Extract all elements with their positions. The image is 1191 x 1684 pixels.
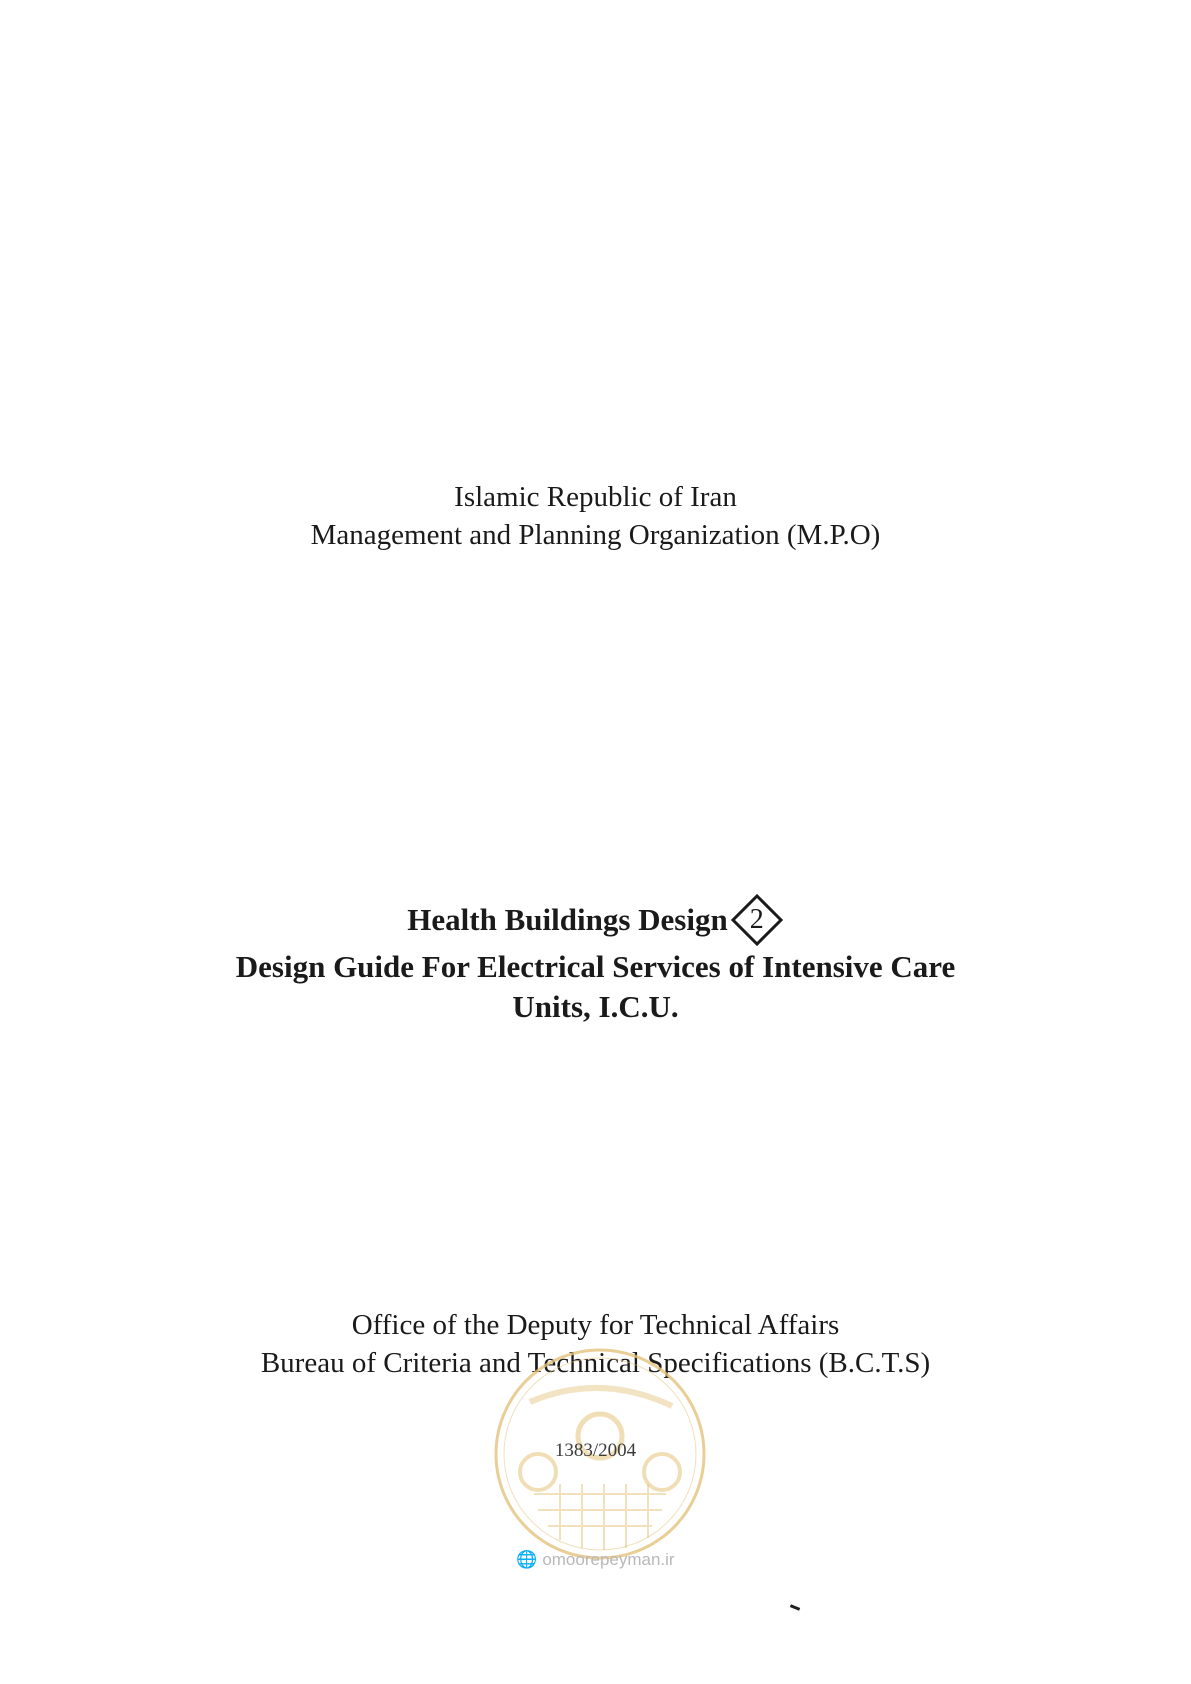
subtitle-line-2: Units, I.C.U. xyxy=(512,989,679,1024)
watermark xyxy=(0,1550,1191,1570)
issuer-block xyxy=(0,478,1191,554)
publication-date: 1383/2004 xyxy=(554,1440,637,1461)
office-line-2: Bureau of Criteria and Technical Specifications (B.C.T.S) xyxy=(260,1347,931,1379)
title-block xyxy=(0,893,1191,1027)
watermark-text: omoorepeyman.ir xyxy=(542,1550,675,1569)
issuer-organization: Management and Planning Organization (M.P.O) xyxy=(310,519,881,551)
subtitle-line-1: Design Guide For Electrical Services of Intensive Care xyxy=(235,949,956,984)
scan-artifact xyxy=(790,1604,800,1611)
series-title-line xyxy=(0,893,1191,947)
office-line-1: Office of the Deputy for Technical Affairs xyxy=(351,1309,840,1341)
series-number-badge xyxy=(730,893,784,947)
issuer-country: Islamic Republic of Iran xyxy=(454,481,737,513)
series-number: 2 xyxy=(749,904,764,935)
globe-icon: 🌐 xyxy=(516,1550,538,1569)
series-title: Health Buildings Design xyxy=(407,902,728,937)
